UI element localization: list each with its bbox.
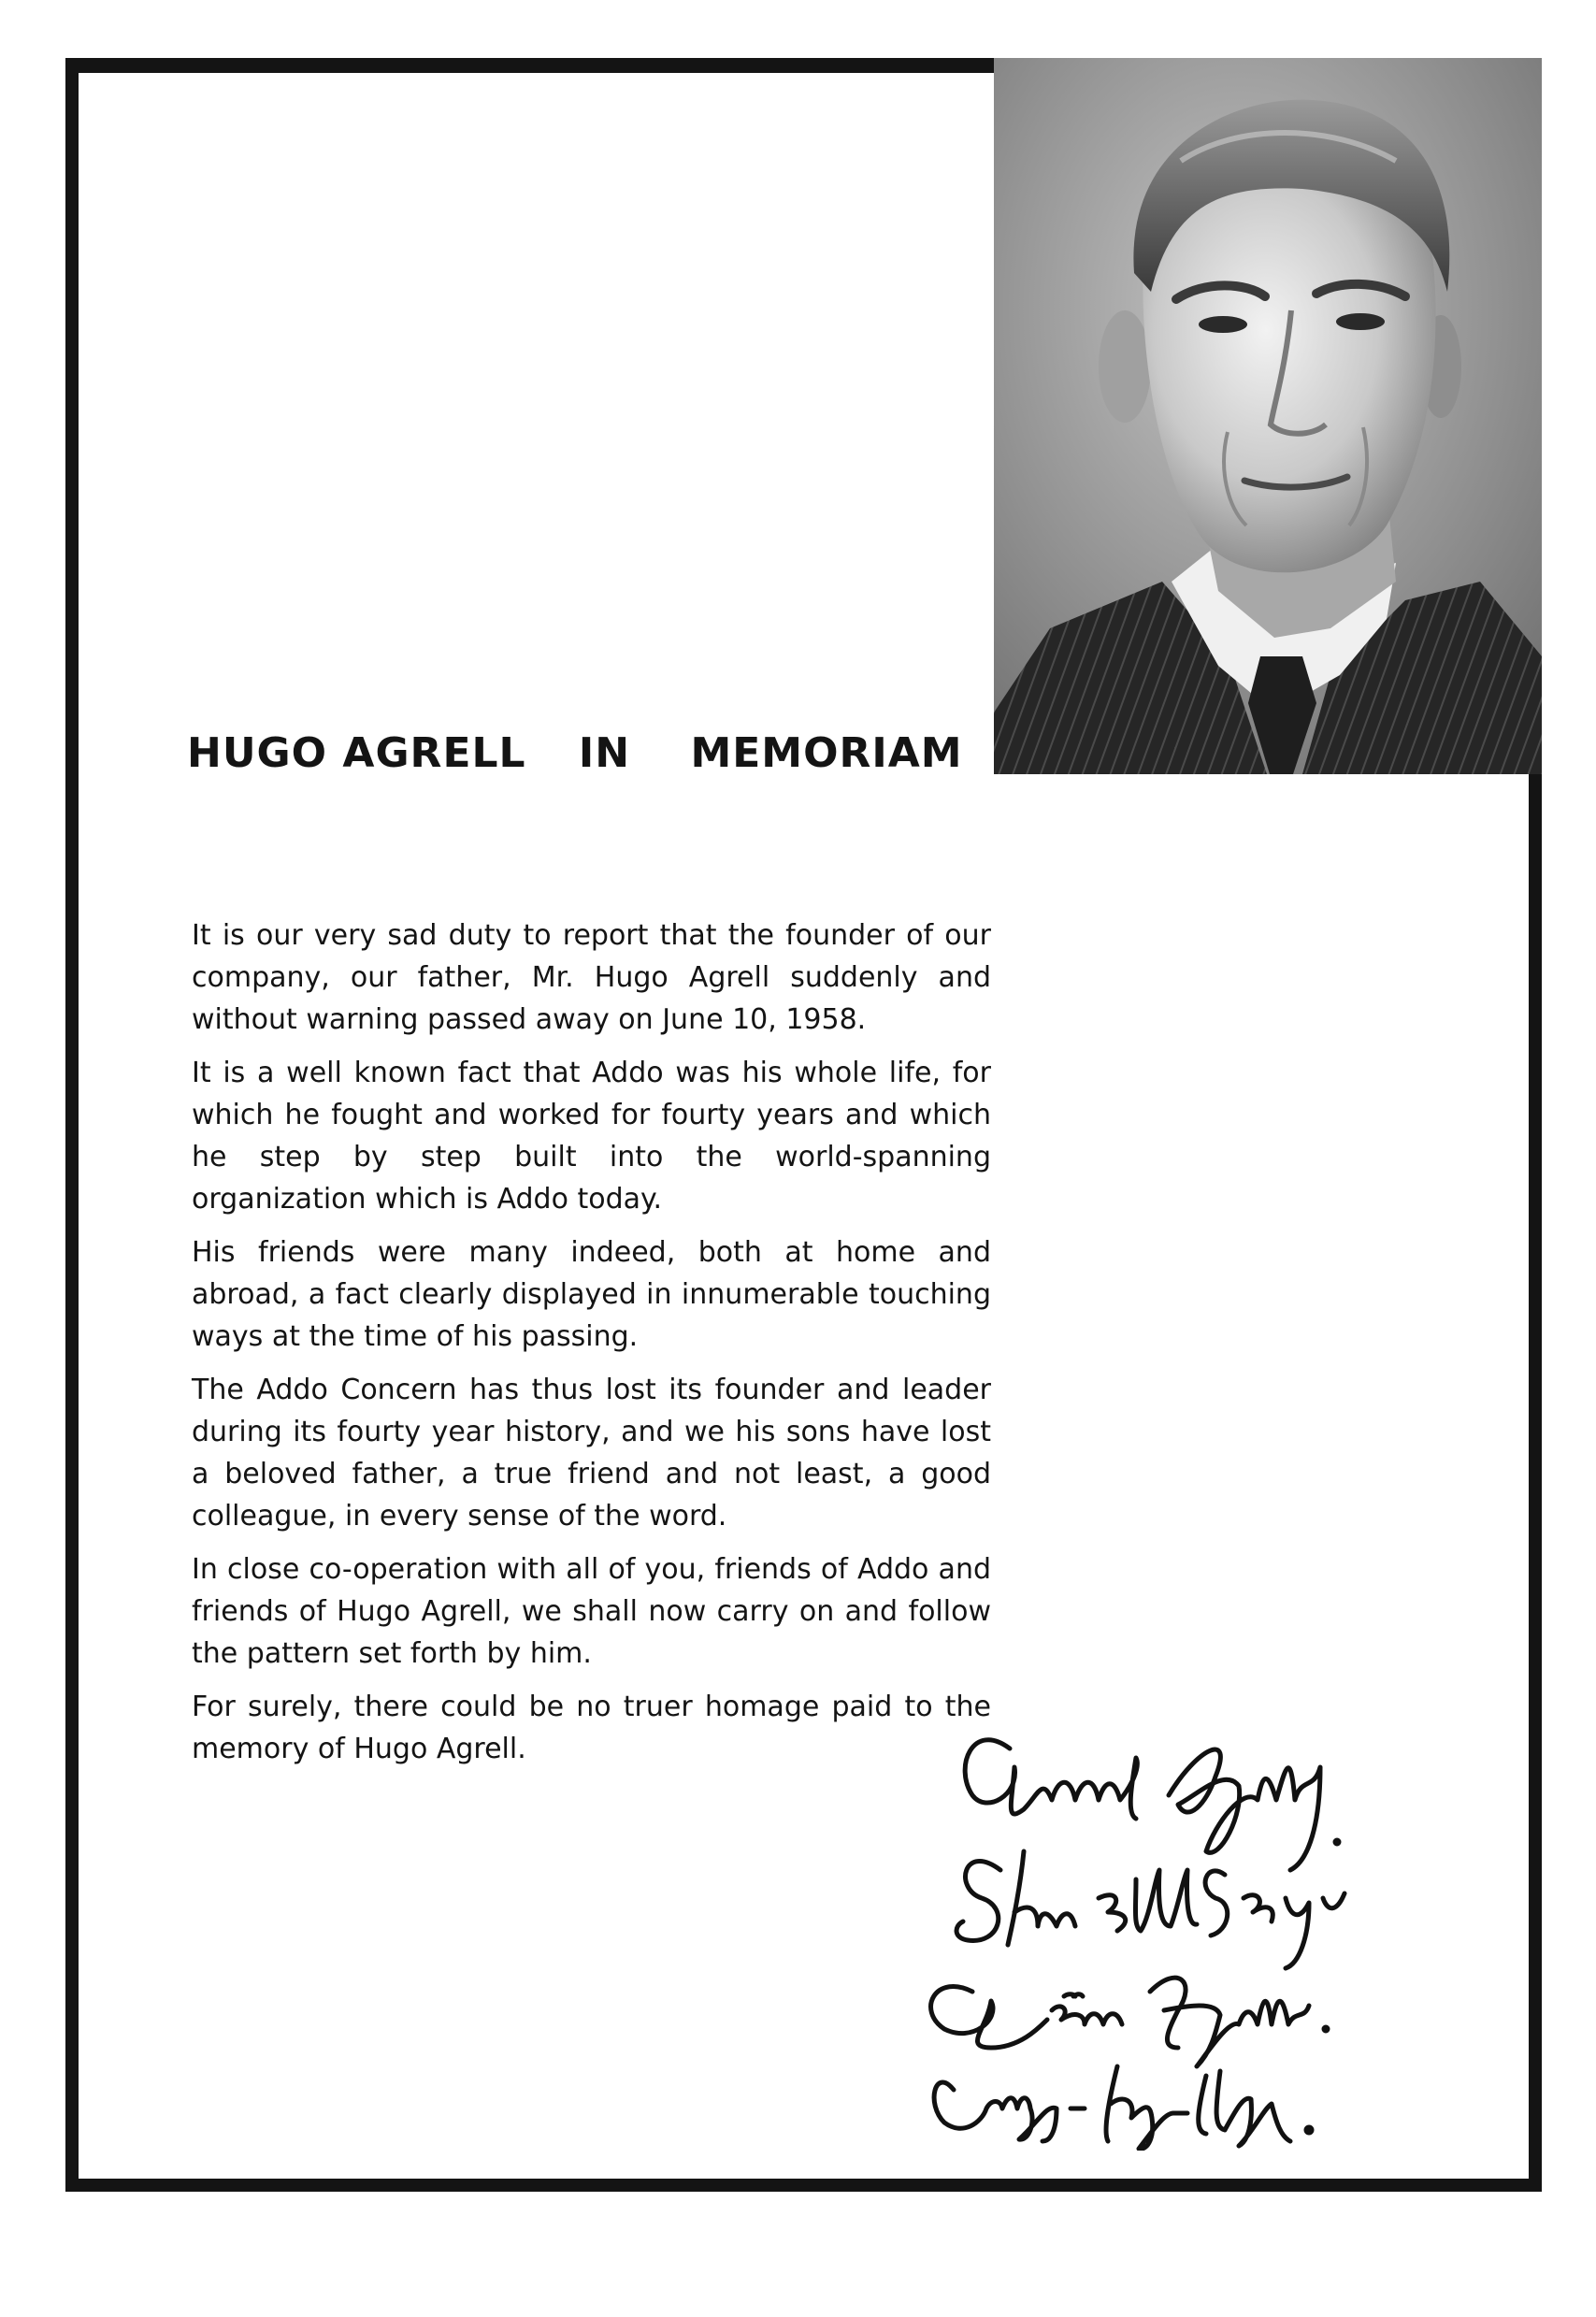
- frame-top-bar: [65, 58, 1000, 73]
- signature: [931, 1978, 1328, 2066]
- paragraph: The Addo Concern has thus lost its founder and leader during its fourty year history, and we his sons have lost a beloved father, a true friend and not least, a good colleague, in every sense of the word.: [192, 1374, 991, 1533]
- portrait-photo: [994, 58, 1542, 774]
- paragraph: His friends were many indeed, both at home and abroad, a fact clearly displayed in innumerable touching ways at the time of his passing.: [192, 1236, 991, 1353]
- paragraph: For surely, there could be no truer homage paid to the memory of Hugo Agrell.: [192, 1691, 991, 1765]
- signature: [965, 1740, 1339, 1870]
- frame-right-bar: [1529, 774, 1542, 2190]
- title-name: HUGO AGRELL: [187, 729, 526, 777]
- page-title: [187, 729, 963, 777]
- memorial-text: [192, 914, 991, 1781]
- frame-left-bar: [65, 58, 79, 2190]
- signature: [934, 2066, 1312, 2149]
- frame-bottom-bar: [65, 2179, 1542, 2192]
- signature: [956, 1851, 1344, 1968]
- paragraph: It is a well known fact that Addo was his whole life, for which he fought and worked for fourty years and which he step by step built into the world-spanning organization which is Addo today.: [192, 1057, 991, 1216]
- paragraph: In close co-operation with all of you, friends of Addo and friends of Hugo Agrell, we shall now carry on and follow the pattern set forth by him.: [192, 1553, 991, 1670]
- signatures-block: [898, 1711, 1421, 2151]
- title-in: IN: [578, 729, 631, 777]
- paragraph: It is our very sad duty to report that the founder of our company, our father, Mr. Hugo Agrell suddenly and without warning passed away on June 10, 1958.: [192, 919, 991, 1036]
- title-memoriam: MEMORIAM: [690, 729, 963, 777]
